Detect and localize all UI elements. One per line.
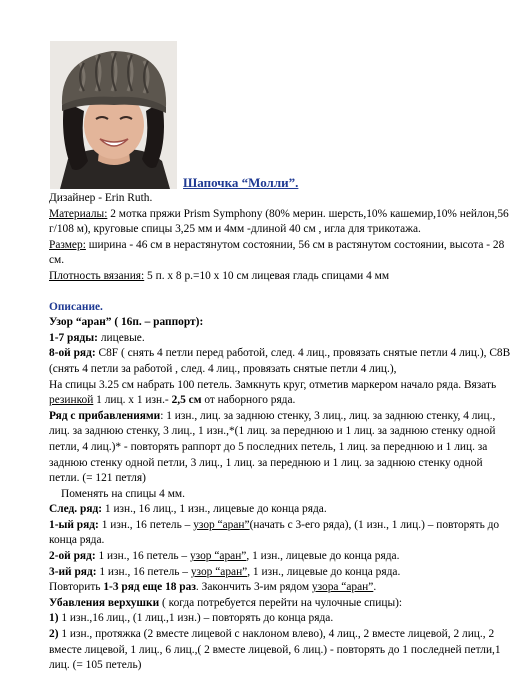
aran-pattern-heading: Узор “аран” ( 16п. – раппорт):: [49, 316, 204, 329]
crown-step-1-text: 1 изн.,16 лиц., (1 лиц.,1 изн.) – повторять до конца ряда.: [58, 612, 334, 625]
pattern-document: [49, 191, 511, 674]
increase-row-label: Ряд с прибавлениями: [49, 409, 161, 422]
crown-step-2-text: 1 изн., протяжка (2 вместе лицевой с наклоном влево), 4 лиц., 2 вместе лицевой, 2 лиц., 2 вместе лицевой, 1 лиц., 6 лиц.,( 2 вместе лицевой, 6 лиц.) - повторять до 1 последней петли,1 лиц. (= 105 петель): [49, 628, 501, 672]
increase-row-text: : 1 изн., лиц. за заднюю стенку, 3 лиц., лиц. за заднюю стенку, 4 лиц., лиц. за заднюю стенку, 3 лиц., 1 изн.,*(1 лиц. за переднюю и 1 лиц. за заднюю стенку одной петли, 4 лиц.)* - повторять раппорт до 5 последних петель, 1 лиц. за переднюю и 1 лиц. за заднюю стенку одной петли, 3 лиц., 1 лиц. за переднюю и 1 лиц. за заднюю стенку одной петли. (= 121 петля): [49, 409, 496, 485]
row-1: [49, 518, 511, 549]
gauge-text: 5 п. х 8 р.=10 х 10 см лицевая гладь спицами 4 мм: [144, 269, 390, 282]
materials-text: 2 мотка пряжи Prism Symphony (80% мерин. шерсть,10% кашемир,10% нейлон,56 г/108 м), круговые спицы 3,25 мм и 4мм -длиной 40 см , игла для трикотажа.: [49, 207, 509, 236]
crown-label: Убавления верхушки: [49, 596, 160, 609]
repeat-line: [49, 580, 511, 596]
gauge-label: Плотность вязания:: [49, 269, 145, 282]
row-2-aran-link: узор “аран”: [189, 550, 247, 563]
size-paragraph: [49, 238, 511, 269]
description-heading: Описание.: [49, 300, 103, 313]
repeat-text-c: .: [373, 581, 377, 594]
size-text: ширина - 46 см в нерастянутом состоянии, 56 см в растянутом состоянии, высота - 28 см.: [49, 238, 505, 267]
row-2-text-b: , 1 изн., лицевые до конца ряда.: [246, 550, 400, 563]
materials-label: Материалы:: [49, 207, 108, 220]
cast-on-paragraph: [49, 378, 511, 409]
row-2-text: 1 изн., 16 петель –: [95, 550, 190, 563]
designer-line: Дизайнер - Erin Ruth.: [49, 192, 153, 204]
row-1-label: 1-ый ряд:: [49, 518, 99, 531]
crown-text: ( когда потребуется перейти на чулочные спицы):: [159, 596, 403, 609]
hat-photo: [50, 41, 177, 189]
cast-on-text-c: от наборного ряда.: [201, 394, 296, 407]
repeat-text-b: . Закончить 3-им рядом: [195, 581, 312, 594]
row-3-aran-link: узор “аран”: [190, 565, 248, 578]
row-3-label: 3-ий ряд:: [49, 565, 97, 578]
row-8-label: 8-ой ряд:: [49, 347, 96, 360]
page-title: Шапочка “Молли”.: [183, 175, 299, 190]
next-row-text: 1 изн., 16 лиц., 1 изн., лицевые до конца ряда.: [102, 503, 327, 516]
cast-on-text: На спицы 3.25 см набрать 100 петель. Замкнуть круг, отметив маркером начало ряда. Вязать: [49, 378, 497, 391]
row-8: [49, 346, 511, 377]
crown-step-2-label: 2): [49, 628, 59, 641]
repeat-aran-link: узора “аран”: [311, 581, 374, 594]
rib-link: резинкой: [49, 394, 94, 407]
crown-step-1-label: 1): [49, 612, 59, 625]
crown-step-2: [49, 627, 511, 674]
gauge-paragraph: [49, 269, 511, 285]
crown-step-1: [49, 611, 511, 627]
rows-1-7-label: 1-7 ряды:: [49, 331, 98, 344]
woman-in-knitted-hat-image: [50, 41, 177, 189]
row-2: [49, 549, 511, 565]
row-1-text-b: (начать с 3-его ряда), (1 изн., 1 лиц.) – повторять до конца ряда.: [49, 518, 500, 547]
crown-decrease-heading: [49, 596, 511, 612]
cast-on-length: 2,5 см: [171, 394, 202, 407]
next-row: [49, 502, 511, 518]
size-label: Размер:: [49, 238, 86, 251]
row-3-text-b: , 1 изн., лицевые до конца ряда.: [247, 565, 401, 578]
cast-on-text-b: 1 лиц. х 1 изн.-: [93, 394, 172, 407]
rows-1-7: [49, 331, 511, 347]
row-2-label: 2-ой ряд:: [49, 550, 96, 563]
row-3-text: 1 изн., 16 петель –: [96, 565, 191, 578]
row-1-aran-link: узор “аран”: [193, 518, 250, 531]
materials-paragraph: [49, 207, 511, 238]
row-3: [49, 565, 511, 581]
row-1-text: 1 изн., 16 петель –: [98, 518, 194, 531]
next-row-label: След. ряд:: [49, 503, 103, 516]
rows-1-7-text: лицевые.: [97, 331, 145, 344]
row-8-text: C8F ( снять 4 петли перед работой, след. 4 лиц., провязать снятые петли 4 лиц.), C8B (снять 4 петли за работой , след. 4 лиц., провязать снятые петли 4 лиц.),: [49, 347, 511, 375]
increase-row-paragraph: [49, 409, 511, 487]
repeat-count: 1-3 ряд еще 18 раз: [103, 581, 196, 594]
change-needles-line: Поменять на спицы 4 мм.: [61, 487, 185, 500]
repeat-text: Повторить: [49, 581, 104, 594]
